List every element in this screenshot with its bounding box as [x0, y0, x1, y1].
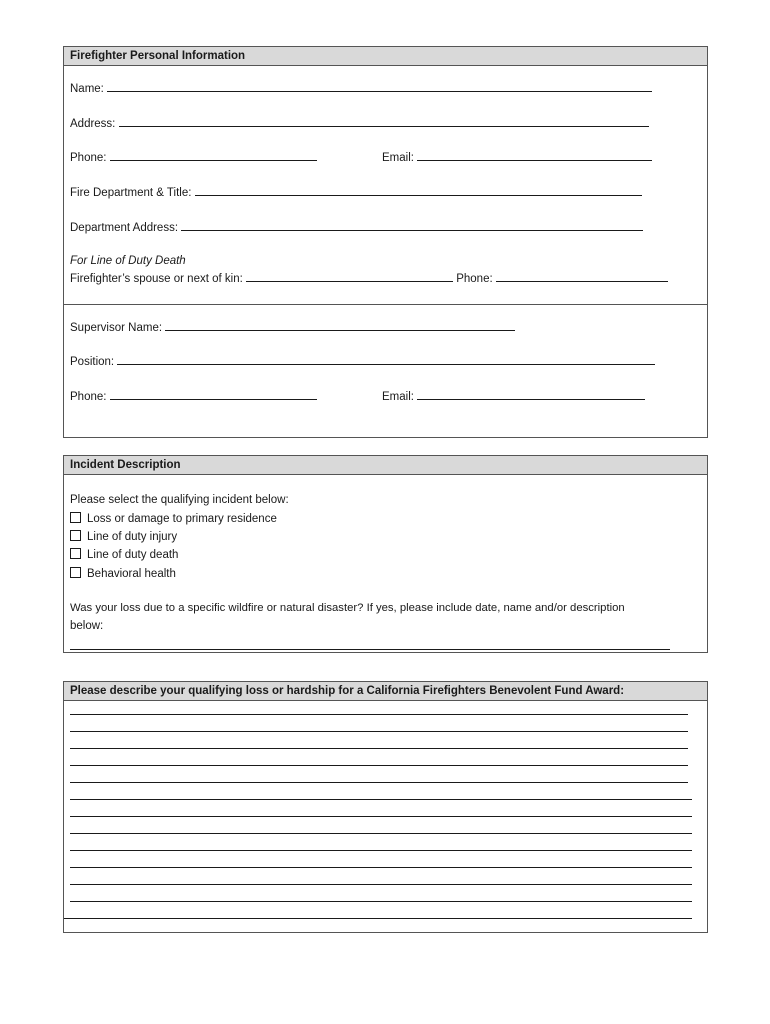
option-behavioral[interactable] [70, 567, 176, 581]
incident-header: Incident Description [64, 456, 707, 475]
position-row [70, 354, 655, 369]
supervisor-label: Supervisor Name: [70, 322, 163, 334]
email-label: Email: [382, 152, 414, 164]
personal-info-section [63, 46, 708, 438]
phone-field[interactable] [110, 150, 317, 161]
checkbox[interactable] [70, 567, 81, 578]
kin-row [70, 271, 668, 286]
kin-phone-field[interactable] [496, 271, 668, 282]
dept-address-field[interactable] [181, 220, 643, 231]
hardship-line[interactable] [70, 833, 692, 834]
name-row [70, 81, 652, 96]
sup-email-field[interactable] [417, 389, 645, 400]
supervisor-field[interactable] [165, 320, 515, 331]
position-label: Position: [70, 356, 115, 368]
sup-email-label: Email: [382, 391, 414, 403]
hardship-line[interactable] [70, 816, 692, 817]
sup-phone-field[interactable] [110, 389, 317, 400]
phone-label: Phone: [70, 152, 107, 164]
hardship-line[interactable] [70, 748, 688, 749]
address-label: Address: [70, 118, 116, 130]
checkbox[interactable] [70, 548, 81, 559]
personal-info-header: Firefighter Personal Information [64, 47, 707, 66]
sup-email-row [382, 389, 645, 404]
name-label: Name: [70, 83, 104, 95]
kin-field[interactable] [246, 271, 453, 282]
dept-address-row [70, 220, 643, 235]
hardship-line[interactable] [70, 867, 692, 868]
phone-row [70, 150, 317, 165]
supervisor-row [70, 320, 515, 335]
address-field[interactable] [119, 116, 649, 127]
incident-section [63, 455, 708, 653]
hardship-line[interactable] [64, 918, 692, 919]
hardship-line[interactable] [70, 850, 692, 851]
section-divider [64, 304, 707, 305]
dept-address-label: Department Address: [70, 222, 179, 234]
hardship-line[interactable] [70, 765, 688, 766]
sup-phone-row [70, 389, 317, 404]
option-label: Line of duty death [87, 549, 179, 561]
hardship-section [63, 681, 708, 933]
hardship-line[interactable] [70, 901, 692, 902]
option-residence[interactable] [70, 512, 277, 526]
hardship-line[interactable] [70, 782, 688, 783]
option-death[interactable] [70, 548, 178, 562]
wildfire-question: Was your loss due to a specific wildfire or natural disaster? If yes, please include date, name and/or description [70, 602, 625, 614]
option-label: Behavioral health [87, 568, 176, 580]
address-row [70, 116, 649, 131]
lod-note: For Line of Duty Death [70, 255, 186, 267]
incident-prompt: Please select the qualifying incident below: [70, 494, 289, 506]
hardship-line[interactable] [70, 799, 692, 800]
option-label: Line of duty injury [87, 531, 178, 543]
checkbox[interactable] [70, 512, 81, 523]
option-injury[interactable] [70, 530, 177, 544]
hardship-line[interactable] [70, 884, 692, 885]
wildfire-question-cont: below: [70, 620, 104, 632]
hardship-line[interactable] [70, 731, 688, 732]
name-field[interactable] [107, 81, 652, 92]
kin-phone-label: Phone: [456, 273, 493, 285]
checkbox[interactable] [70, 530, 81, 541]
email-row [382, 150, 652, 165]
email-field[interactable] [417, 150, 652, 161]
dept-title-label: Fire Department & Title: [70, 187, 192, 199]
dept-title-field[interactable] [195, 185, 642, 196]
wildfire-answer-line[interactable] [70, 649, 670, 650]
option-label: Loss or damage to primary residence [87, 513, 277, 525]
kin-label: Firefighter’s spouse or next of kin: [70, 273, 243, 285]
sup-phone-label: Phone: [70, 391, 107, 403]
hardship-line[interactable] [70, 714, 688, 715]
position-field[interactable] [117, 354, 655, 365]
dept-title-row [70, 185, 642, 200]
hardship-header: Please describe your qualifying loss or hardship for a California Firefighters Benevolent Fund Award: [64, 682, 707, 701]
